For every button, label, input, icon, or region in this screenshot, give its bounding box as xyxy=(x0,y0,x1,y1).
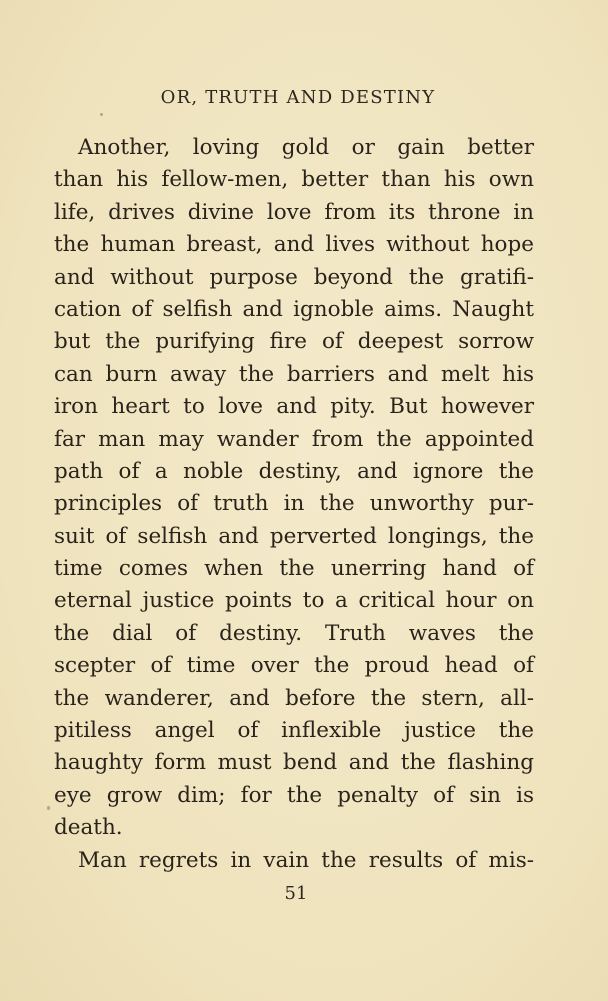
text-line: far man may wander from the appointed xyxy=(54,426,534,452)
text-line: Man regrets in vain the results of mis- xyxy=(78,847,534,873)
paper-speck xyxy=(100,113,103,116)
text-line: and without purpose beyond the gratifi- xyxy=(54,264,534,290)
text-line: can burn away the barriers and melt his xyxy=(54,361,534,387)
text-line: the wanderer, and before the stern, all- xyxy=(54,685,534,711)
paper-speck xyxy=(47,806,50,810)
text-line: pitiless angel of inflexible justice the xyxy=(54,718,534,744)
text-line: path of a noble destiny, and ignore the xyxy=(54,458,534,484)
text-line: eye grow dim; for the penalty of sin is xyxy=(54,782,534,808)
text-line: life, drives divine love from its throne in xyxy=(54,199,534,225)
text-line: scepter of time over the proud head of xyxy=(54,653,534,679)
text-line: the dial of destiny. Truth waves the xyxy=(54,620,534,646)
page-number: 51 xyxy=(284,883,308,904)
text-line: death. xyxy=(54,815,123,841)
body-text xyxy=(54,132,534,877)
text-line: time comes when the unerring hand of xyxy=(54,556,534,582)
text-line: iron heart to love and pity. But however xyxy=(54,394,534,420)
text-line: cation of selfish and ignoble aims. Naught xyxy=(54,296,534,322)
text-line: than his fellow-men, better than his own xyxy=(54,167,534,193)
text-line: principles of truth in the unworthy pur- xyxy=(54,491,534,517)
running-head: OR, TRUTH AND DESTINY xyxy=(160,87,436,108)
text-line: but the purifying fire of deepest sorrow xyxy=(54,329,534,355)
text-line: Another, loving gold or gain better xyxy=(78,135,534,160)
text-line: eternal justice points to a critical hour on xyxy=(54,588,534,614)
text-line: haughty form must bend and the flashing xyxy=(54,750,534,776)
text-line: the human breast, and lives without hope xyxy=(54,232,534,258)
text-line: suit of selfish and perverted longings, the xyxy=(54,523,534,549)
